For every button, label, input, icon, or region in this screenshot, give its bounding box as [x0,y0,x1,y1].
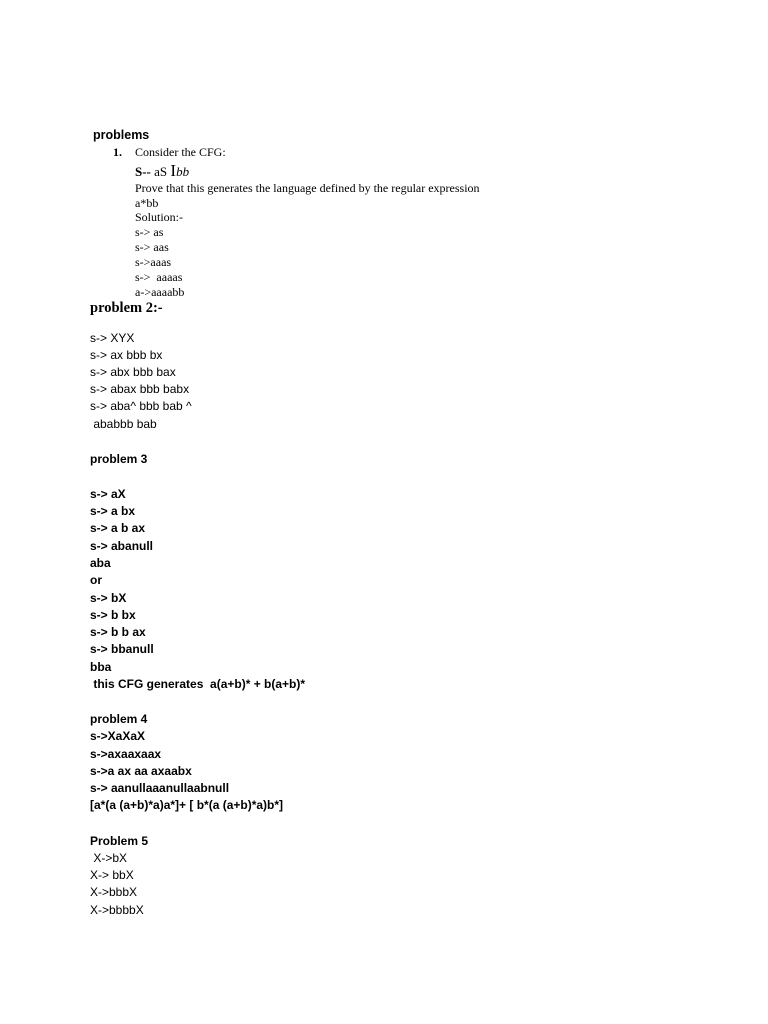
derivation-line: s-> a bx [90,504,136,518]
derivation-line: s-> ax bbb bx [90,348,163,362]
derivation-line: s-> XYX [90,331,135,345]
problems-heading: problems [93,128,150,142]
derivation-line: s-> bbanull [90,642,154,656]
problem-4-heading: problem 4 [90,712,148,726]
solution-step: s-> aas [135,240,169,254]
cfg-rule-mid: aS [150,164,171,179]
solution-step: s->aaas [135,255,172,269]
problem-3-heading: problem 3 [90,452,148,466]
derivation-line: s->a ax aa axaabx [90,764,192,778]
derivation-line: s-> abax bbb babx [90,382,190,396]
regular-expression: a*bb [135,196,159,210]
regular-expression-result: [a*(a (a+b)*a)a*]+ [ b*(a (a+b)*a)b*] [90,798,284,812]
derivation-line: X->bbbX [90,885,138,899]
prove-statement: Prove that this generates the language defined by the regular expression [135,181,480,195]
derivation-result: bba [90,660,112,674]
derivation-line: s-> abanull [90,539,154,553]
derivation-line: s->XaXaX [90,729,146,743]
problem-2-heading: problem 2:- [90,300,163,316]
cfg-conclusion: this CFG generates a(a+b)* + b(a+b)* [90,677,306,691]
derivation-line: s-> a b ax [90,521,146,535]
problem-1-statement: Consider the CFG: [135,145,226,159]
problem-1-number: 1. [113,145,122,159]
cfg-rule-rhs: bb [176,164,190,179]
derivation-line: X-> bbX [90,868,134,882]
cfg-rule [135,163,189,180]
problem-5-heading: Problem 5 [90,834,149,848]
solution-step: s-> aaaas [135,270,183,284]
derivation-line: s-> aba^ bbb bab ^ [90,399,192,413]
cfg-rule-bar: I [170,161,177,180]
cfg-rule-lhs: S-- [135,164,151,179]
or-separator: or [90,573,102,587]
derivation-result: aba [90,556,111,570]
derivation-line: s-> aanullaaanullaabnull [90,781,230,795]
derivation-line: s-> b bx [90,608,136,622]
derivation-line: X->bbbbX [90,903,144,917]
derivation-line: s-> aX [90,487,126,501]
solution-step: a->aaaabb [135,285,185,299]
derivation-line: s->axaaxaax [90,747,162,761]
solution-label: Solution:- [135,210,184,224]
derivation-result: ababbb bab [90,417,157,431]
solution-step: s-> as [135,225,164,239]
derivation-line: X->bX [90,851,128,865]
derivation-line: s-> bX [90,591,127,605]
derivation-line: s-> abx bbb bax [90,365,176,379]
derivation-line: s-> b b ax [90,625,146,639]
